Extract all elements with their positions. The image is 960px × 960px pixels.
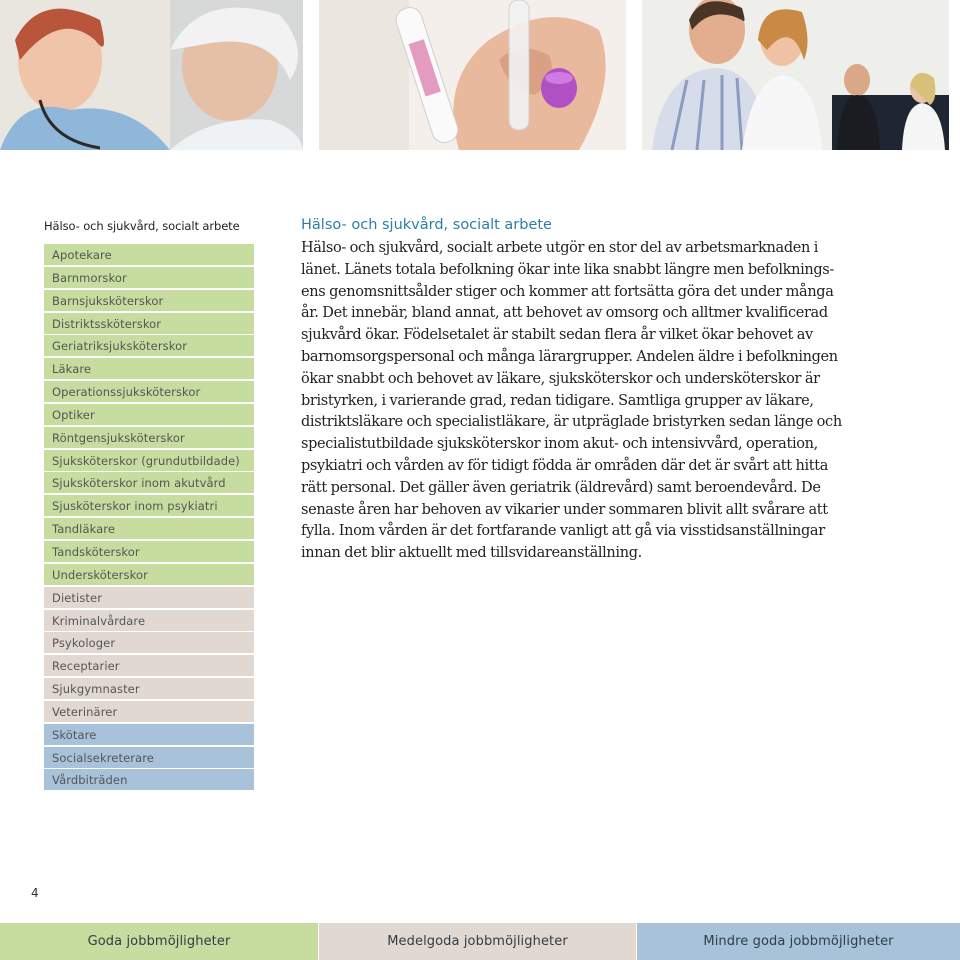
occupation-item: Receptarier — [44, 655, 254, 676]
occupation-item: Sjusköterskor inom psykiatri — [44, 495, 254, 516]
page-number: 4 — [31, 886, 39, 900]
occupation-item: Psykologer — [44, 632, 254, 653]
occupation-item: Skötare — [44, 724, 254, 745]
article-title: Hälso- och sjukvård, socialt arbete — [301, 217, 552, 233]
occupation-item: Sjuksköterskor (grundutbildade) — [44, 450, 254, 471]
legend-medium-prospects: Medelgoda jobbmöjligheter — [319, 923, 636, 960]
occupation-item: Läkare — [44, 358, 254, 379]
occupation-item: Veterinärer — [44, 701, 254, 722]
occupation-item: Geriatriksjuksköterskor — [44, 335, 254, 356]
legend-good-prospects: Goda jobbmöjligheter — [0, 923, 318, 960]
occupation-item: Barnmorskor — [44, 267, 254, 288]
photo-hand-with-test-tube — [319, 0, 626, 150]
occupation-item: Optiker — [44, 404, 254, 425]
occupation-item: Socialsekreterare — [44, 747, 254, 768]
photo-people-in-waiting-room — [642, 0, 949, 150]
occupation-item: Vårdbiträden — [44, 769, 254, 790]
article-body: Hälso- och sjukvård, socialt arbete utgör en stor del av arbetsmarknaden i länet. Länets totala befolkning ökar inte lika snabbt längre men befolkningsens genomsnittsålder stiger och kommer att fortsätta göra det under många år. Det innebär, bland annat, att behovet av omsorg och alltmer kvalificerad sjukvård ökar. Födelsetalet är stabilt sedan flera år vilket ökar behovet av barnomsorgspersonal och många lärargrupper. Andelen äldre i befolkningen ökar snabbt och behovet av läkare, sjuksköterskor och undersköterskor är bristyrken, i varierande grad, redan tidigare. Samtliga grupper av läkare, distriktsläkare och specialistläkare, är utpräglade bristyrken sedan länge och specialistutbildade sjuksköterskor inom akut- och intensivvård, operation, psykiatri och vården av för tidigt födda är områden där det är svårt att hitta rätt personal. Det gäller även geriatrik (äldrevård) samt beroendevård. De senaste åren har behoven av vikarier under sommaren blivit allt svårare att fylla. Inom vården är det fortfarande vanligt att gå via visstidsanställningar innan det blir aktuellt med tillsvidareanställning. — [301, 240, 842, 562]
occupation-item: Undersköterskor — [44, 564, 254, 585]
sidebar-heading: Hälso- och sjukvård, socialt arbete — [44, 219, 240, 233]
legend-poor-prospects: Mindre goda jobbmöjligheter — [637, 923, 960, 960]
occupation-item: Barnsjuksköterskor — [44, 290, 254, 311]
occupation-item: Tandläkare — [44, 518, 254, 539]
occupation-list — [44, 244, 254, 792]
occupation-item: Tandsköterskor — [44, 541, 254, 562]
occupation-item: Dietister — [44, 587, 254, 608]
occupation-item: Apotekare — [44, 244, 254, 265]
photo-nurse-with-elderly-patient — [0, 0, 303, 150]
occupation-item: Distriktssköterskor — [44, 313, 254, 334]
legend — [0, 923, 960, 960]
occupation-item: Sjukgymnaster — [44, 678, 254, 699]
occupation-item: Röntgensjuksköterskor — [44, 427, 254, 448]
occupation-item: Kriminalvårdare — [44, 610, 254, 631]
occupation-item: Operationssjuksköterskor — [44, 381, 254, 402]
occupation-item: Sjuksköterskor inom akutvård — [44, 472, 254, 493]
